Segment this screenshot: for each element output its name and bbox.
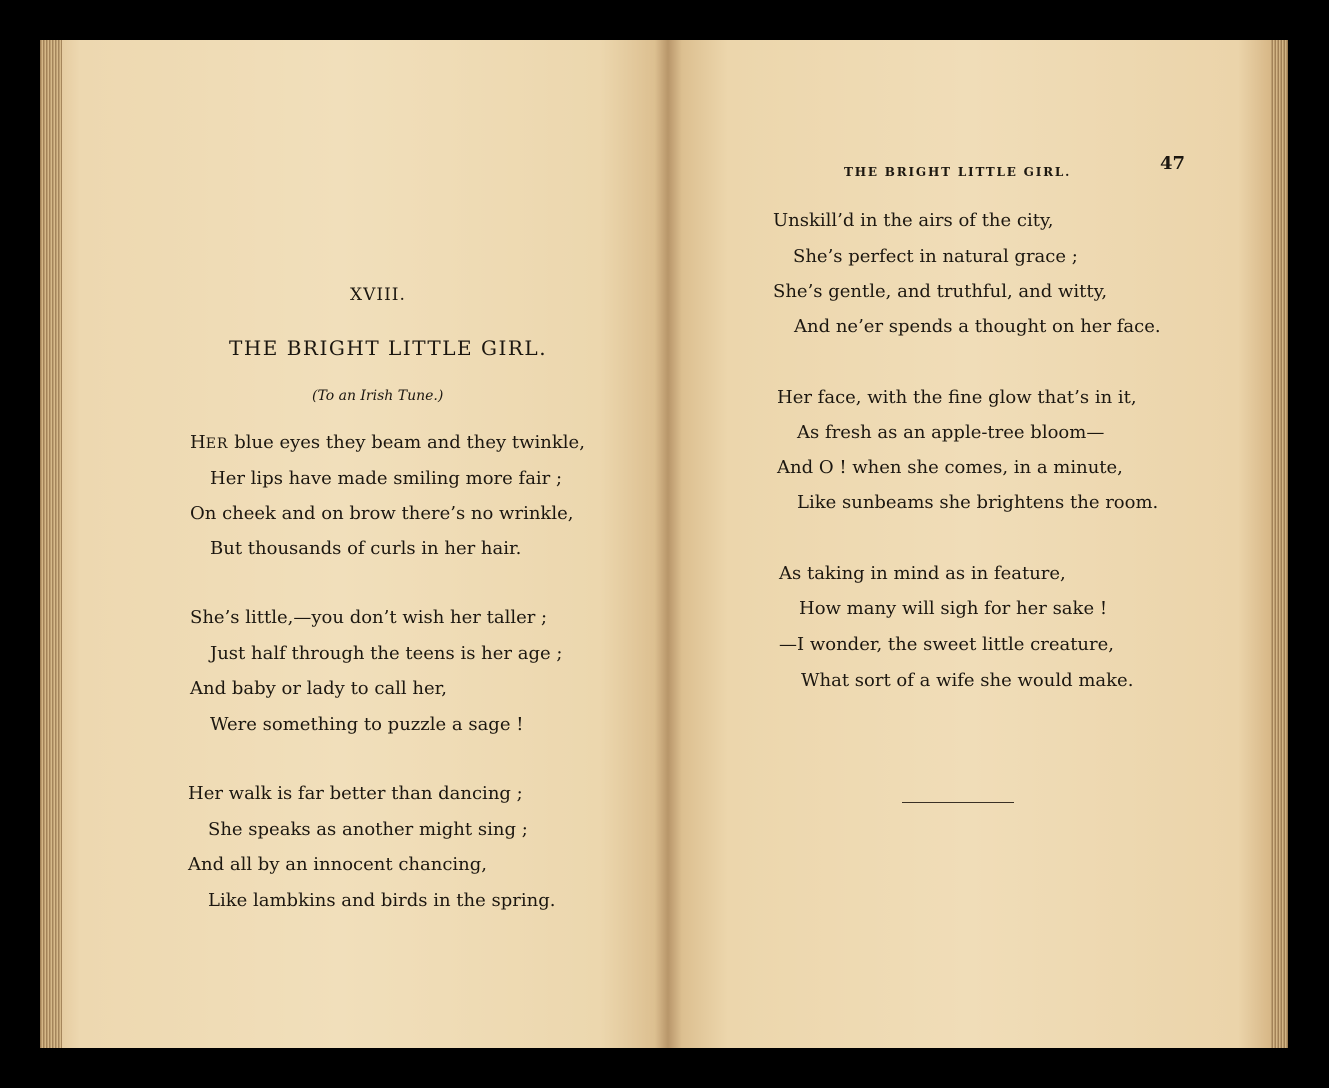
- poem-line: Her face, with the fine glow that’s in it,: [777, 387, 1137, 408]
- left-page: [40, 40, 668, 1048]
- poem-line: Her lips have made smiling more fair ;: [210, 468, 563, 489]
- poem-line: As fresh as an apple-tree bloom—: [797, 422, 1105, 443]
- running-head: THE BRIGHT LITTLE GIRL.: [844, 165, 1072, 179]
- end-rule: [902, 802, 1014, 803]
- poem-line: Just half through the teens is her age ;: [210, 643, 563, 664]
- poem-line: As taking in mind as in feature,: [779, 563, 1066, 584]
- section-number: XVIII.: [350, 285, 406, 305]
- poem-line: Were something to puzzle a sage !: [210, 714, 524, 735]
- poem-line: —I wonder, the sweet little creature,: [779, 634, 1115, 655]
- initial-letter: H: [190, 432, 206, 453]
- right-page: [668, 40, 1288, 1048]
- poem-line: And ne’er spends a thought on her face.: [794, 316, 1161, 337]
- page-edges-left: [40, 40, 62, 1048]
- poem-line: And O ! when she comes, in a minute,: [777, 457, 1123, 478]
- poem-line: She’s perfect in natural grace ;: [793, 246, 1078, 267]
- poem-line: On cheek and on brow there’s no wrinkle,: [190, 503, 574, 524]
- poem-line: She’s gentle, and truthful, and witty,: [773, 281, 1108, 302]
- open-book: [40, 40, 1288, 1048]
- poem-line: She speaks as another might sing ;: [208, 819, 528, 840]
- poem-subtitle: (To an Irish Tune.): [312, 388, 444, 404]
- poem-line: What sort of a wife she would make.: [801, 670, 1134, 691]
- page-number: 47: [1160, 153, 1186, 174]
- poem-line: [190, 432, 585, 455]
- poem-line-text: blue eyes they beam and they twinkle,: [234, 432, 585, 453]
- poem-line: And baby or lady to call her,: [190, 678, 448, 699]
- poem-title: THE BRIGHT LITTLE GIRL.: [229, 336, 548, 360]
- poem-line: Unskill’d in the airs of the city,: [773, 210, 1054, 231]
- poem-line: Her walk is far better than dancing ;: [188, 783, 523, 804]
- poem-line: And all by an innocent chancing,: [188, 854, 487, 875]
- page-edges-right: [1270, 40, 1288, 1048]
- poem-line: How many will sigh for her sake !: [799, 598, 1108, 619]
- initial-smallcaps: ER: [205, 436, 229, 452]
- poem-line: Like sunbeams she brightens the room.: [797, 492, 1159, 513]
- poem-line: Like lambkins and birds in the spring.: [208, 890, 556, 911]
- poem-line: But thousands of curls in her hair.: [210, 538, 522, 559]
- poem-line: She’s little,—you don’t wish her taller ;: [190, 607, 548, 628]
